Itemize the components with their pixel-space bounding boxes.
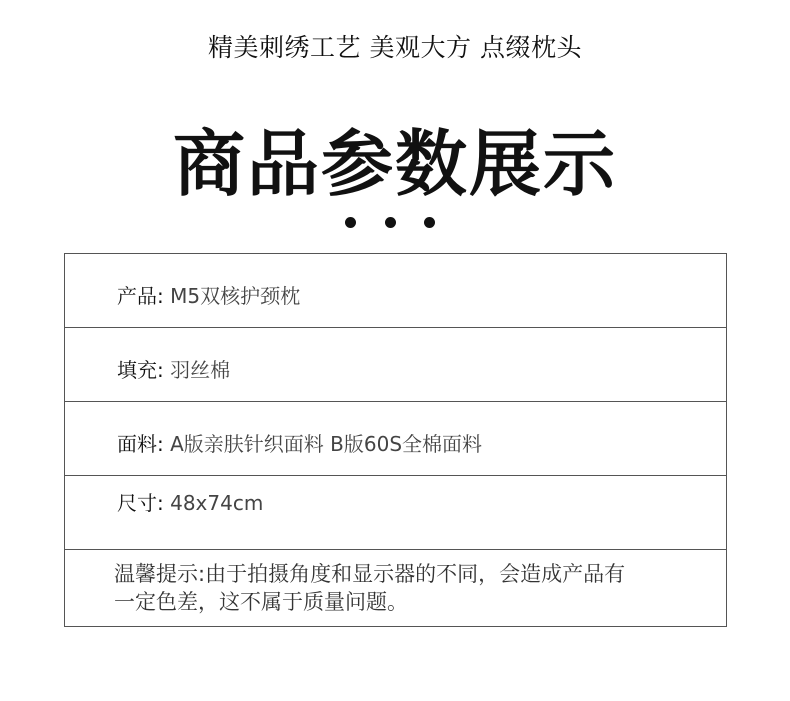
param-row-filling (65, 328, 726, 402)
param-row-product (65, 254, 726, 328)
param-value: 羽丝棉 (170, 358, 231, 382)
param-label: 填充: (117, 358, 164, 382)
param-value: M5双核护颈枕 (170, 284, 301, 308)
param-label: 面料: (117, 432, 164, 456)
param-value: 48x74cm (170, 491, 264, 515)
notice-line-2: 一定色差，这不属于质量问题。 (114, 590, 408, 614)
param-value: A版亲肤针织面料 B版60S全棉面料 (170, 432, 483, 456)
dot-icon (385, 217, 396, 228)
dot-icon (424, 217, 435, 228)
page-title: 商品参数展示 (172, 122, 617, 206)
notice-row (65, 550, 726, 626)
dot-icon (345, 217, 356, 228)
param-label: 产品: (117, 284, 164, 308)
param-row-size (65, 476, 726, 550)
parameter-table (64, 253, 727, 627)
param-label: 尺寸: (117, 491, 164, 515)
param-row-fabric (65, 402, 726, 476)
notice-line-1: 温馨提示:由于拍摄角度和显示器的不同，会造成产品有 (114, 562, 626, 586)
decorative-dots (345, 217, 435, 231)
page-subtitle: 精美刺绣工艺 美观大方 点缀枕头 (208, 33, 582, 62)
notice-text (114, 560, 625, 616)
